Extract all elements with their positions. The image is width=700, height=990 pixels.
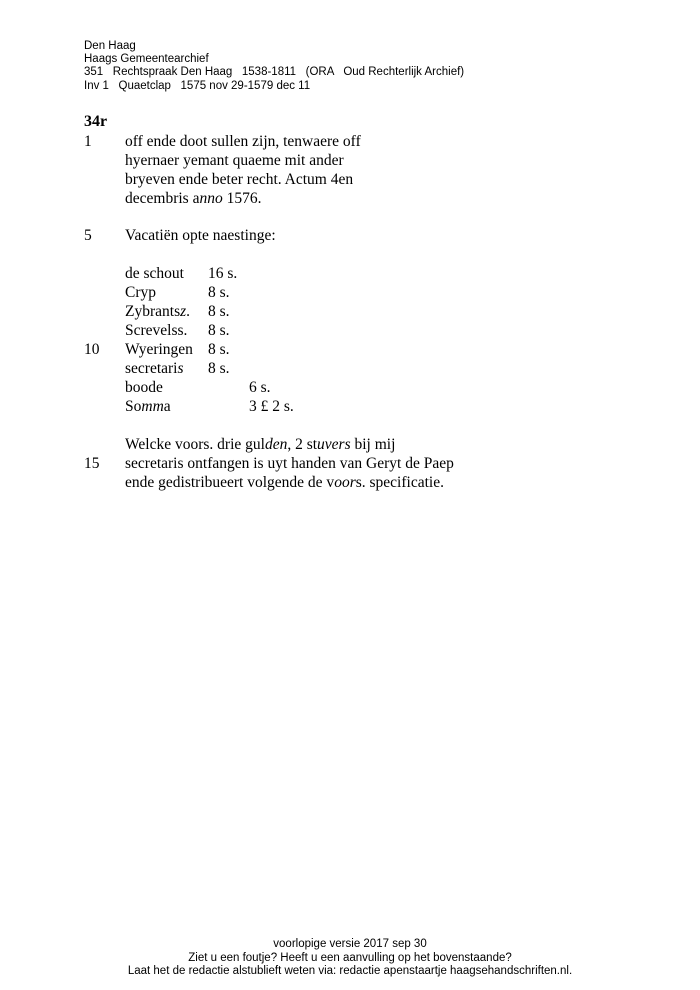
- header-archive: Haags Gemeentearchief: [84, 53, 209, 66]
- footer-version: voorlopige versie 2017 sep 30: [273, 938, 427, 950]
- footer-question: Ziet u een foutje? Heeft u een aanvulling op het bovenstaande?: [188, 951, 512, 964]
- text-segment: 1576.: [222, 190, 262, 207]
- table-row-amount: 6 s.: [249, 379, 271, 396]
- header-city: Den Haag: [84, 40, 136, 52]
- text-segment: secretari: [125, 360, 178, 377]
- text-line: [125, 435, 395, 454]
- table-row-amount: 8 s.: [208, 341, 230, 358]
- table-row-total: 3 £ 2 s.: [249, 398, 294, 415]
- text-line: bryeven ende beter recht. Actum 4en: [125, 171, 354, 188]
- text-segment: .: [186, 303, 191, 320]
- table-row-amount: 8 s.: [208, 284, 230, 301]
- line-number-5: 5: [84, 227, 92, 244]
- table-row-amount: 8 s.: [208, 303, 230, 320]
- expansion-segment: den: [264, 436, 288, 453]
- text-line: [125, 189, 261, 208]
- table-row-label: [125, 302, 190, 321]
- table-row-label: Wyeringen: [125, 341, 193, 358]
- document-footer: [0, 938, 700, 979]
- text-line: off ende doot sullen zijn, tenwaere off: [125, 133, 361, 150]
- expansion-segment: z: [180, 303, 187, 320]
- table-row-label: Screvelss.: [125, 322, 188, 339]
- table-row-label: [125, 397, 171, 416]
- expansion-segment: uvers: [317, 436, 351, 453]
- text-segment: Welcke voors. drie gul: [125, 436, 265, 453]
- text-line: [125, 473, 444, 492]
- table-row-label: Cryp: [125, 284, 156, 301]
- text-line: Vacatiën opte naestinge:: [125, 227, 276, 244]
- table-row-label: boode: [125, 379, 163, 396]
- document-header: [84, 40, 464, 93]
- text-segment: Zybrants: [125, 303, 181, 320]
- line-number-1: 1: [84, 133, 92, 150]
- line-number-10: 10: [84, 341, 100, 358]
- text-segment: ende gedistribueert volgende de v: [125, 474, 335, 491]
- table-row-amount: 16 s.: [208, 265, 238, 282]
- text-segment: So: [125, 398, 142, 415]
- text-line: hyernaer yemant quaeme mit ander: [125, 152, 344, 169]
- text-segment: bij mij: [350, 436, 396, 453]
- line-number-15: 15: [84, 455, 100, 472]
- table-row-amount: 8 s.: [208, 360, 230, 377]
- table-row-label: de schout: [125, 265, 184, 282]
- header-collection: 351 Rechtspraak Den Haag 1538-1811 (ORA Oud Rechterlijk Archief): [84, 66, 465, 79]
- header-inventory: Inv 1 Quaetclap 1575 nov 29-1579 dec 11: [84, 79, 311, 92]
- text-segment: , 2 st: [287, 436, 318, 453]
- folio-number: 34r: [84, 113, 108, 130]
- text-segment: decembris a: [125, 190, 200, 207]
- text-segment: s. specificatie.: [355, 474, 444, 491]
- expansion-segment: s: [177, 360, 184, 377]
- table-row-label: [125, 359, 184, 378]
- expansion-segment: mm: [141, 398, 164, 415]
- text-line: secretaris ontfangen is uyt handen van Geryt de Paep: [125, 455, 454, 472]
- footer-contact: Laat het de redactie alstublieft weten via: redactie apenstaartje haagsehandschriften.nl.: [127, 965, 573, 977]
- expansion-segment: nno: [199, 190, 223, 207]
- table-row-amount: 8 s.: [208, 322, 230, 339]
- text-segment: a: [163, 398, 171, 415]
- expansion-segment: oor: [334, 474, 356, 491]
